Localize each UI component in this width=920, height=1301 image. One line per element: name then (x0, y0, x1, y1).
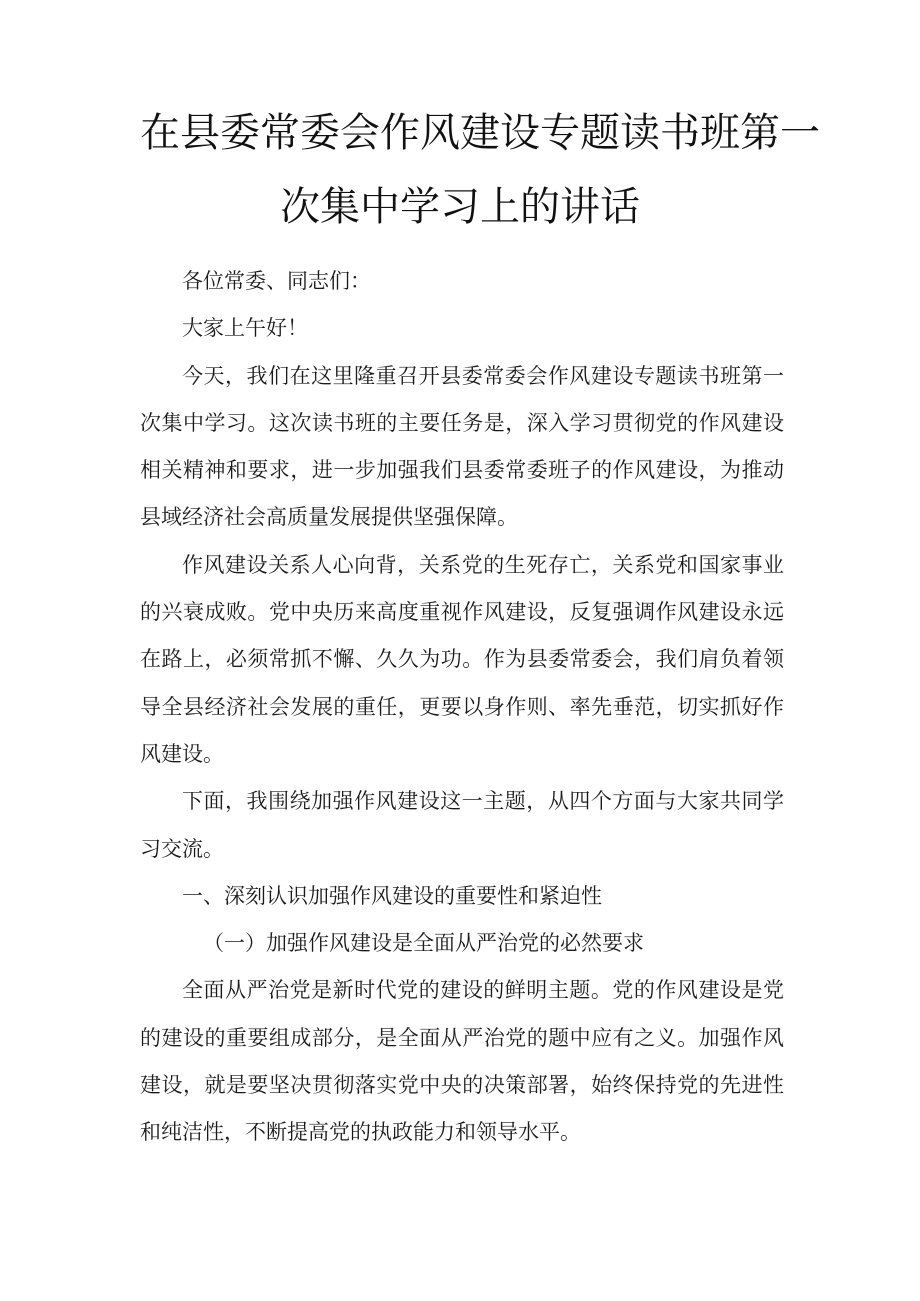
title-line-1: 在县委常委会作风建设专题读书班第一 (140, 110, 820, 156)
document-body (140, 258, 784, 1157)
body-paragraph: 全面从严治党是新时代党的建设的鲜明主题。党的作风建设是党的建设的重要组成部分，是全面从严治党的题中应有之义。加强作风建设，就是要坚决贯彻落实党中央的决策部署，始终保持党的先进性和纯洁性，不断提高党的执政能力和领导水平。 (140, 978, 784, 1145)
body-paragraph: 今天，我们在这里隆重召开县委常委会作风建设专题读书班第一次集中学习。这次读书班的主要任务是，深入学习贯彻党的作风建设相关精神和要求，进一步加强我们县委常委班子的作风建设，为推动县域经济社会高质量发展提供坚强保障。 (140, 363, 784, 530)
greeting: 大家上午好！ (182, 316, 308, 341)
body-paragraph: 下面，我围绕加强作风建设这一主题，从四个方面与大家共同学习交流。 (140, 789, 784, 861)
salutation: 各位常委、同志们： (182, 269, 371, 293)
document-title (140, 96, 820, 244)
section-heading: 一、深刻认识加强作风建设的重要性和紧迫性 (182, 883, 602, 908)
title-line-2: 次集中学习上的讲话 (280, 184, 640, 230)
body-paragraph: 作风建设关系人心向背，关系党的生死存亡，关系党和国家事业的兴衰成败。党中央历来高度重视作风建设，反复强调作风建设永远在路上，必须常抓不懈、久久为功。作为县委常委会，我们肩负着领导全县经济社会发展的重任，更要以身作则、率先垂范，切实抓好作风建设。 (140, 552, 784, 766)
subsection-heading: （一）加强作风建设是全面从严治党的必然要求 (203, 931, 644, 956)
